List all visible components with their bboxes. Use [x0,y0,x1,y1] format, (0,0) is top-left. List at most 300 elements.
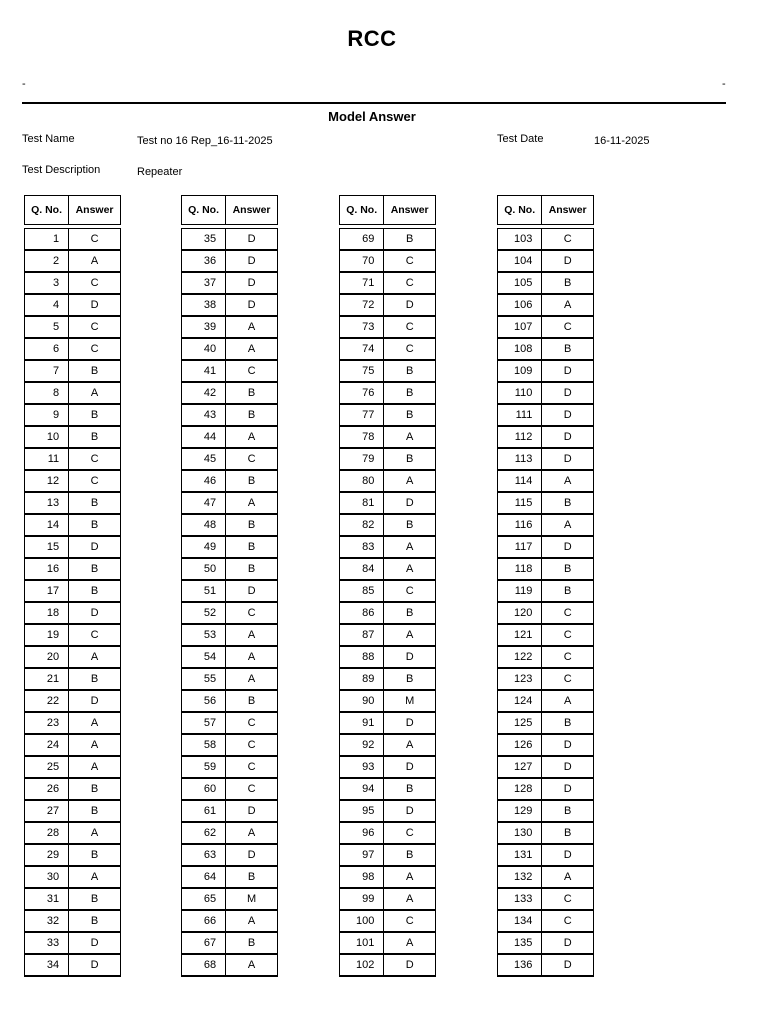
answer-value: B [69,800,121,822]
table-row [340,272,436,294]
question-number: 109 [498,360,542,382]
answer-value: C [226,734,278,756]
table-row [25,734,121,756]
question-number: 33 [25,932,69,954]
answer-value: C [384,250,436,272]
answer-value: B [69,668,121,690]
question-number: 6 [25,338,69,360]
question-number: 70 [340,250,384,272]
test-name-value: Test no 16 Rep_16-11-2025 [137,135,273,147]
question-number: 115 [498,492,542,514]
question-number: 76 [340,382,384,404]
table-row [498,229,594,251]
question-number: 38 [182,294,226,316]
answer-value: B [384,778,436,800]
question-number: 21 [25,668,69,690]
answer-value: A [69,250,121,272]
answer-value: D [226,294,278,316]
table-row [25,492,121,514]
answer-value: C [69,316,121,338]
question-number: 18 [25,602,69,624]
table-row [182,800,278,822]
table-row [498,514,594,536]
answer-value: B [384,602,436,624]
table-row [25,338,121,360]
table-row [182,756,278,778]
question-number: 81 [340,492,384,514]
answer-value: C [226,360,278,382]
answer-value: B [69,888,121,910]
question-number: 129 [498,800,542,822]
question-number: 60 [182,778,226,800]
table-row [182,844,278,866]
answer-value: D [542,382,594,404]
table-row [25,844,121,866]
answer-value: C [69,338,121,360]
question-number: 88 [340,646,384,668]
question-number: 44 [182,426,226,448]
answer-value: B [226,866,278,888]
table-row [340,580,436,602]
answer-value: A [542,866,594,888]
answer-value: A [542,294,594,316]
answer-value: D [542,844,594,866]
table-row [498,866,594,888]
answer-value: C [542,316,594,338]
table-row [498,778,594,800]
table-row [182,712,278,734]
answer-header: Answer [69,196,121,225]
table-row [498,294,594,316]
question-number: 19 [25,624,69,646]
table-row [340,404,436,426]
question-number: 79 [340,448,384,470]
table-row [182,734,278,756]
table-row [25,448,121,470]
table-row [182,668,278,690]
answer-value: D [69,954,121,976]
table-row [25,558,121,580]
test-description-label: Test Description [22,164,101,176]
question-number: 108 [498,338,542,360]
table-row [182,360,278,382]
question-number: 97 [340,844,384,866]
answer-value: A [226,492,278,514]
answer-value: C [226,712,278,734]
q-no-header: Q. No. [182,196,226,225]
question-number: 52 [182,602,226,624]
question-number: 65 [182,888,226,910]
answer-value: C [226,756,278,778]
answer-value: A [226,624,278,646]
table-row [182,272,278,294]
table-row [25,602,121,624]
table-row [182,580,278,602]
question-number: 75 [340,360,384,382]
question-number: 14 [25,514,69,536]
answer-value: B [384,448,436,470]
answer-value: B [226,404,278,426]
right-mark: - [722,78,726,90]
answer-value: B [226,382,278,404]
table-row [182,822,278,844]
answer-value: D [384,800,436,822]
answer-value: B [542,492,594,514]
table-row [340,734,436,756]
answer-value: B [69,360,121,382]
answer-value: B [542,800,594,822]
table-row [498,690,594,712]
test-description-value: Repeater [137,166,183,178]
question-number: 17 [25,580,69,602]
question-number: 127 [498,756,542,778]
question-number: 98 [340,866,384,888]
q-no-header: Q. No. [25,196,69,225]
table-row [25,646,121,668]
question-number: 102 [340,954,384,976]
question-number: 32 [25,910,69,932]
question-number: 121 [498,624,542,646]
table-row [340,646,436,668]
answer-value: D [542,404,594,426]
answer-value: A [542,690,594,712]
question-number: 54 [182,646,226,668]
question-number: 84 [340,558,384,580]
answer-value: A [226,338,278,360]
question-number: 24 [25,734,69,756]
question-number: 133 [498,888,542,910]
question-number: 89 [340,668,384,690]
answer-value: A [226,646,278,668]
question-number: 72 [340,294,384,316]
table-row [340,229,436,251]
question-number: 12 [25,470,69,492]
answer-value: C [384,272,436,294]
question-number: 67 [182,932,226,954]
answer-value: A [384,470,436,492]
answer-table-2 [181,195,278,977]
answer-value: B [542,338,594,360]
question-number: 80 [340,470,384,492]
table-row [498,250,594,272]
answer-value: B [69,404,121,426]
question-number: 123 [498,668,542,690]
table-row [25,822,121,844]
answer-value: D [226,272,278,294]
answer-value: D [542,360,594,382]
table-row [25,690,121,712]
answer-table-3 [339,195,436,977]
table-row [340,866,436,888]
question-number: 58 [182,734,226,756]
question-number: 126 [498,734,542,756]
question-number: 78 [340,426,384,448]
table-row [182,470,278,492]
table-row [340,624,436,646]
question-number: 66 [182,910,226,932]
table-row [498,712,594,734]
table-row [25,404,121,426]
answer-value: D [69,536,121,558]
answer-value: A [226,822,278,844]
table-row [340,338,436,360]
table-row [25,536,121,558]
test-date-label: Test Date [497,133,544,145]
question-number: 10 [25,426,69,448]
answer-value: D [542,932,594,954]
question-number: 122 [498,646,542,668]
question-number: 128 [498,778,542,800]
question-number: 49 [182,536,226,558]
answer-value: A [384,888,436,910]
answer-value: A [384,558,436,580]
question-number: 131 [498,844,542,866]
question-number: 74 [340,338,384,360]
answer-value: B [384,514,436,536]
question-number: 1 [25,229,69,251]
answer-value: D [542,756,594,778]
table-row [182,250,278,272]
answer-value: A [384,866,436,888]
answer-value: B [69,844,121,866]
answer-value: C [226,448,278,470]
question-number: 90 [340,690,384,712]
question-number: 73 [340,316,384,338]
table-row [182,932,278,954]
answer-value: C [69,470,121,492]
answer-value: C [542,910,594,932]
table-row [182,316,278,338]
question-number: 63 [182,844,226,866]
question-number: 57 [182,712,226,734]
table-row [340,316,436,338]
question-number: 130 [498,822,542,844]
question-number: 27 [25,800,69,822]
table-row [182,426,278,448]
section-title: Model Answer [328,109,416,124]
table-row [25,668,121,690]
table-row [498,624,594,646]
answer-value: C [69,272,121,294]
question-number: 101 [340,932,384,954]
answer-value: D [384,712,436,734]
answer-value: C [542,668,594,690]
table-row [340,778,436,800]
answer-value: D [69,690,121,712]
answer-value: B [69,514,121,536]
table-row [182,492,278,514]
table-row [182,624,278,646]
table-row [25,514,121,536]
table-row [25,470,121,492]
table-row [340,514,436,536]
question-number: 125 [498,712,542,734]
answer-value: D [226,580,278,602]
answer-value: D [384,646,436,668]
table-row [340,712,436,734]
question-number: 23 [25,712,69,734]
table-row [340,756,436,778]
answer-value: B [226,932,278,954]
table-row [498,360,594,382]
question-number: 40 [182,338,226,360]
q-no-header: Q. No. [340,196,384,225]
answer-value: B [542,272,594,294]
question-number: 86 [340,602,384,624]
answer-value: D [542,778,594,800]
table-row [340,250,436,272]
test-date-value: 16-11-2025 [594,135,650,147]
table-row [340,844,436,866]
answer-value: A [384,536,436,558]
answer-value: D [542,954,594,976]
table-row [340,558,436,580]
table-row [182,294,278,316]
answer-value: A [226,668,278,690]
question-number: 71 [340,272,384,294]
table-row [498,756,594,778]
question-number: 135 [498,932,542,954]
table-row [25,778,121,800]
question-number: 95 [340,800,384,822]
answer-value: B [226,536,278,558]
table-row [25,866,121,888]
table-row [498,800,594,822]
table-row [498,646,594,668]
table-row [498,602,594,624]
question-number: 124 [498,690,542,712]
answer-value: B [69,778,121,800]
question-number: 34 [25,954,69,976]
table-row [498,734,594,756]
answer-table-1 [24,195,121,977]
answer-value: A [384,734,436,756]
question-number: 22 [25,690,69,712]
table-row [340,822,436,844]
table-row [498,382,594,404]
question-number: 120 [498,602,542,624]
answer-value: C [226,778,278,800]
answer-value: D [384,294,436,316]
table-row [182,448,278,470]
table-row [25,294,121,316]
table-row [182,690,278,712]
table-row [25,272,121,294]
answer-value: C [384,316,436,338]
answer-value: B [542,558,594,580]
question-number: 107 [498,316,542,338]
answer-header: Answer [226,196,278,225]
question-number: 96 [340,822,384,844]
question-number: 82 [340,514,384,536]
answer-value: A [384,624,436,646]
question-number: 77 [340,404,384,426]
answer-value: A [226,426,278,448]
question-number: 68 [182,954,226,976]
table-row [340,426,436,448]
table-row [340,954,436,976]
table-row [25,250,121,272]
table-row [25,580,121,602]
table-row [498,272,594,294]
question-number: 116 [498,514,542,536]
question-number: 106 [498,294,542,316]
table-row [182,778,278,800]
question-number: 112 [498,426,542,448]
answer-value: B [69,426,121,448]
question-number: 2 [25,250,69,272]
table-row [340,888,436,910]
question-number: 3 [25,272,69,294]
question-number: 39 [182,316,226,338]
answer-value: B [69,580,121,602]
answer-value: A [69,866,121,888]
table-row [182,558,278,580]
table-row [340,294,436,316]
answer-value: A [542,514,594,536]
table-row [182,338,278,360]
question-number: 7 [25,360,69,382]
answer-header: Answer [542,196,594,225]
answer-value: D [384,492,436,514]
question-number: 15 [25,536,69,558]
answer-value: B [384,844,436,866]
question-number: 4 [25,294,69,316]
answer-value: A [69,382,121,404]
table-row [182,602,278,624]
table-row [340,536,436,558]
answer-value: D [542,536,594,558]
table-row [25,712,121,734]
table-row [340,602,436,624]
table-row [182,910,278,932]
answer-value: D [542,250,594,272]
table-row [182,382,278,404]
answer-value: D [69,932,121,954]
table-row [25,888,121,910]
table-row [498,558,594,580]
left-mark: - [22,78,26,90]
answer-value: B [542,580,594,602]
table-row [182,888,278,910]
question-number: 43 [182,404,226,426]
answer-value: A [69,646,121,668]
table-row [498,954,594,976]
answer-value: C [226,602,278,624]
question-number: 46 [182,470,226,492]
answer-value: M [226,888,278,910]
answer-value: D [384,954,436,976]
question-number: 8 [25,382,69,404]
answer-value: D [542,734,594,756]
table-row [340,448,436,470]
question-number: 36 [182,250,226,272]
table-row [182,646,278,668]
table-row [182,954,278,976]
q-no-header: Q. No. [498,196,542,225]
question-number: 11 [25,448,69,470]
question-number: 20 [25,646,69,668]
answer-value: D [226,250,278,272]
question-number: 85 [340,580,384,602]
header-divider [22,102,726,104]
answer-value: A [384,932,436,954]
table-row [182,514,278,536]
answer-value: D [226,800,278,822]
table-row [340,910,436,932]
table-row [182,536,278,558]
question-number: 61 [182,800,226,822]
